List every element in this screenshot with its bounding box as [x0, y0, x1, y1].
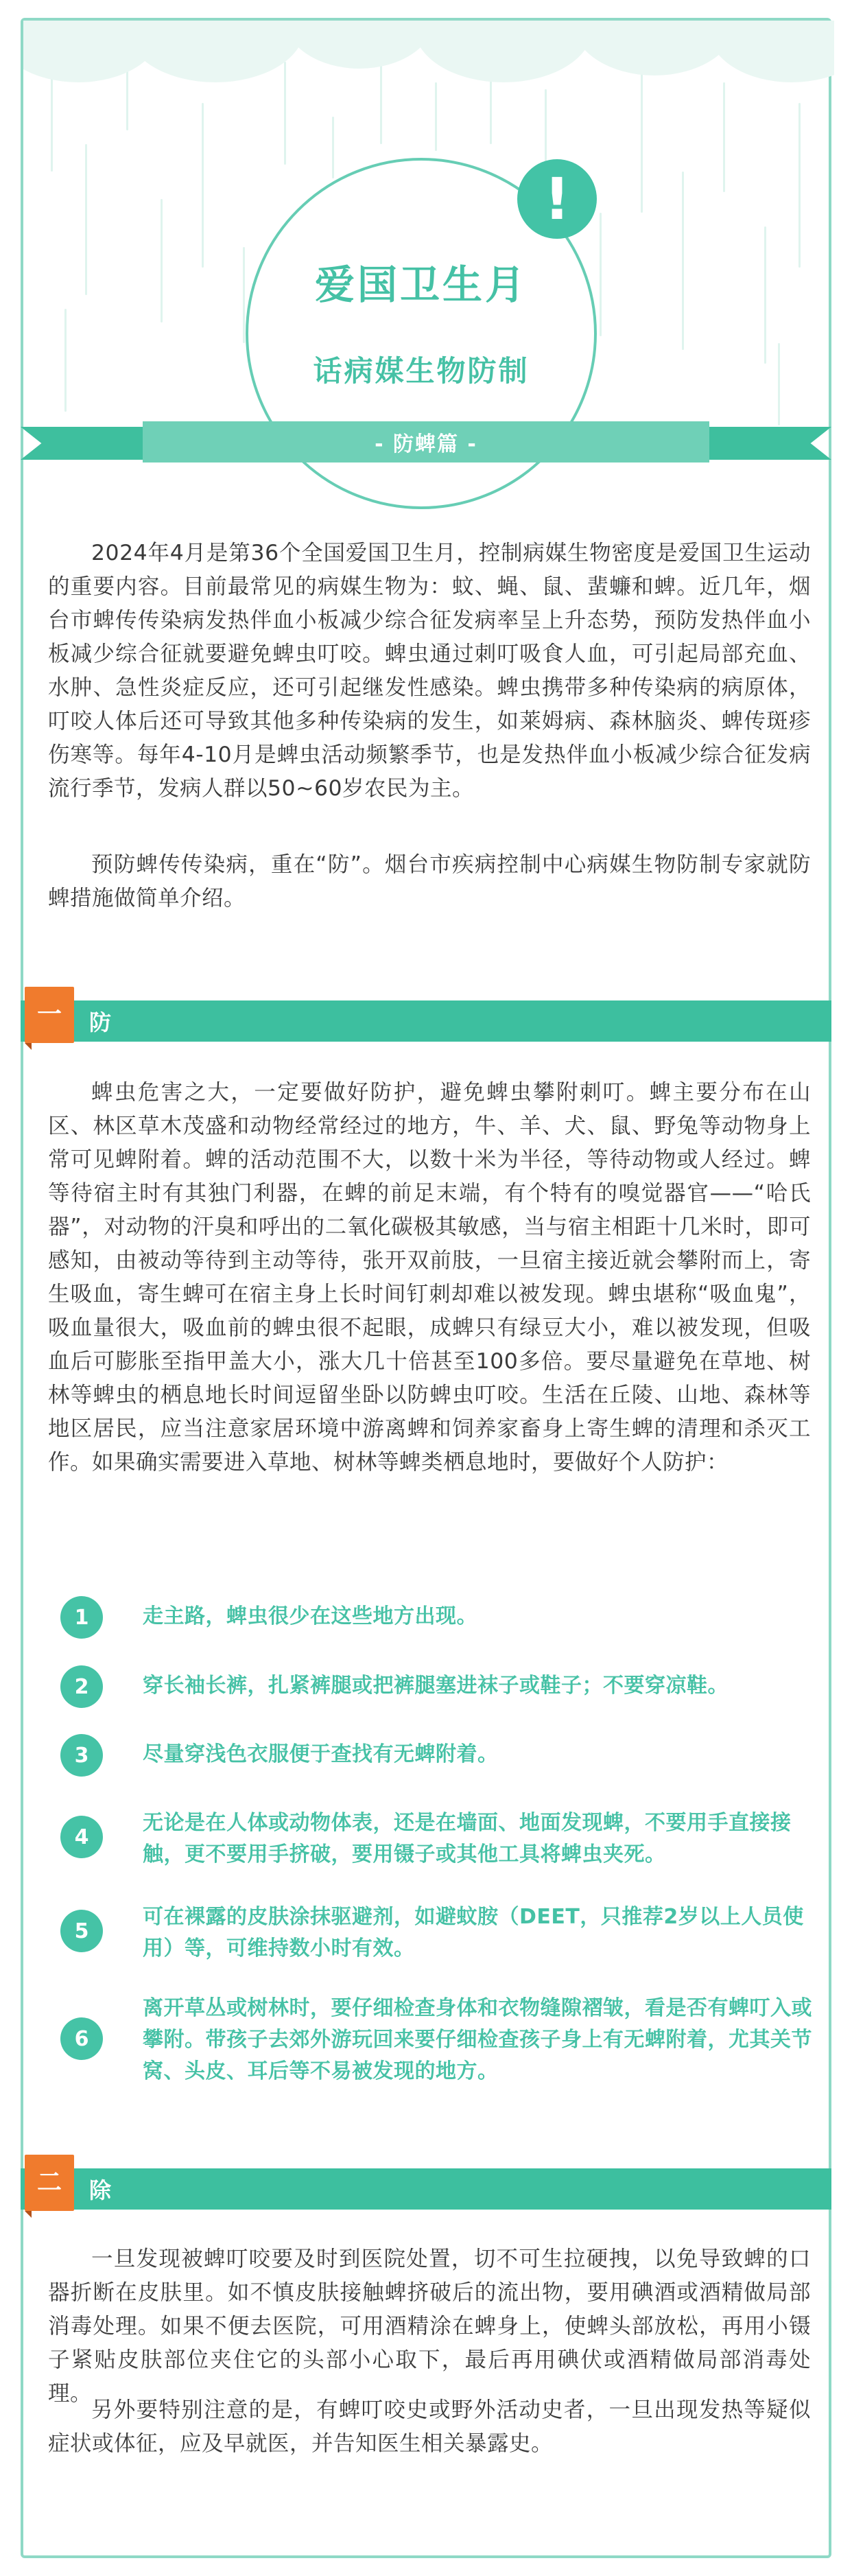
item-number-badge: 3 [60, 1734, 103, 1777]
item-number-badge: 4 [60, 1816, 103, 1858]
section-header-prevent [21, 1000, 831, 1042]
item-number-badge: 6 [60, 2017, 103, 2060]
item-text: 走主路，蜱虫很少在这些地方出现。 [143, 1604, 477, 1628]
alert-icon: ! [517, 159, 597, 239]
item-text: 尽量穿浅色衣服便于查找有无蜱附着。 [143, 1742, 499, 1766]
prevent-paragraph: 蜱虫危害之大，一定要做好防护，避免蜱虫攀附刺叮。蜱主要分布在山区、林区草木茂盛和动物经常经过的地方，牛、羊、犬、鼠、野兔等动物身上常可见蜱附着。蜱的活动范围不大，以数十米为半径，等待动物或人经过。蜱等待宿主时有其独门利器，在蜱的前足末端，有个特有的嗅觉器官——“哈氏器”，对动物的汗臭和呼出的二氧化碳极其敏感，当与宿主相距十几米时，即可感知，由被动等待到主动等待，张开双前肢，一旦宿主接近就会攀附而上，寄生吸血，寄生蜱可在宿主身上长时间钉刺却难以被发现。蜱虫堪称“吸血鬼”，吸血量很大，吸血前的蜱虫很不起眼，成蜱只有绿豆大小，难以被发现，但吸血后可膨胀至指甲盖大小，涨大几十倍甚至100多倍。要尽量避免在草地、树林等蜱虫的栖息地长时间逗留坐卧以防蜱虫叮咬。生活在丘陵、山地、森林等地区居民，应当注意家居环境中游离蜱和饲养家畜身上寄生蜱的清理和杀灭工作。如果确实需要进入草地、树林等蜱类栖息地时，要做好个人防护： [48, 1080, 811, 1475]
section-label: 防 [89, 1009, 112, 1035]
item-number-badge: 5 [60, 1910, 103, 1952]
ribbon-tail-left [21, 427, 151, 460]
item-text: 离开草丛或树林时，要仔细检查身体和衣物缝隙褶皱，看是否有蜱叮入或攀附。带孩子去郊外游玩回来要仔细检查孩子身上有无蜱附着，尤其关节窝、头皮、耳后等不易被发现的地方。 [143, 1996, 812, 2083]
item-text: 无论是在人体或动物体表，还是在墙面、地面发现蜱，不要用手直接接触，更不要用手挤破，要用镊子或其他工具将蜱虫夹死。 [143, 1811, 792, 1866]
section-number: 二 [36, 2168, 62, 2197]
section-number-tab [25, 2155, 74, 2211]
page-title: 爱国卫生月 [314, 261, 528, 308]
remove-paragraph-1: 一旦发现被蜱叮咬要及时到医院处置，切不可生拉硬拽，以免导致蜱的口器折断在皮肤里。如不慎皮肤接触蜱挤破后的流出物，要用碘酒或酒精做局部消毒处理。如果不便去医院，可用酒精涂在蜱身上，使蜱头部放松，再用小镊子紧贴皮肤部位夹住它的头部小心取下，最后再用碘伏或酒精做局部消毒处理。 [48, 2247, 811, 2406]
topic-ribbon: - 防蜱篇 - [143, 421, 709, 462]
header [0, 0, 852, 508]
item-text: 穿长袖长裤，扎紧裤腿或把裤腿塞进袜子或鞋子；不要穿凉鞋。 [143, 1674, 729, 1698]
intro-paragraph-2: 预防蜱传传染病，重在“防”。烟台市疾病控制中心病媒生物防制专家就防蜱措施做简单介绍。 [48, 852, 811, 911]
ribbon-tail-right [701, 427, 831, 460]
section-number: 一 [36, 1000, 62, 1029]
item-number-badge: 1 [60, 1596, 103, 1639]
page-subtitle: 话病媒生物防制 [313, 354, 530, 388]
remove-paragraph-2: 另外要特别注意的是，有蜱叮咬史或野外活动史者，一旦出现发热等疑似症状或体征，应及早就医，并告知医生相关暴露史。 [48, 2398, 811, 2456]
intro-paragraph-1: 2024年4月是第36个全国爱国卫生月，控制病媒生物密度是爱国卫生运动的重要内容。目前最常见的病媒生物为：蚊、蝇、鼠、蜚蠊和蜱。近几年，烟台市蜱传传染病发热伴血小板减少综合征发病率呈上升态势，预防发热伴血小板减少综合征就要避免蜱虫叮咬。蜱虫通过刺叮吸食人血，可引起局部充血、水肿、急性炎症反应，还可引起继发性感染。蜱虫携带多种传染病的病原体，叮咬人体后还可导致其他多种传染病的发生，如莱姆病、森林脑炎、蜱传斑疹伤寒等。每年4-10月是蜱虫活动频繁季节，也是发热伴血小板减少综合征发病流行季节，发病人群以50~60岁农民为主。 [48, 541, 811, 801]
section-label: 除 [89, 2177, 112, 2203]
section-header-remove [21, 2168, 831, 2210]
item-text: 可在裸露的皮肤涂抹驱避剂，如避蚊胺（DEET，只推荐2岁以上人员使用）等，可维持数小时有效。 [143, 1905, 804, 1960]
item-number-badge: 2 [60, 1665, 103, 1708]
section-number-tab [25, 987, 74, 1043]
